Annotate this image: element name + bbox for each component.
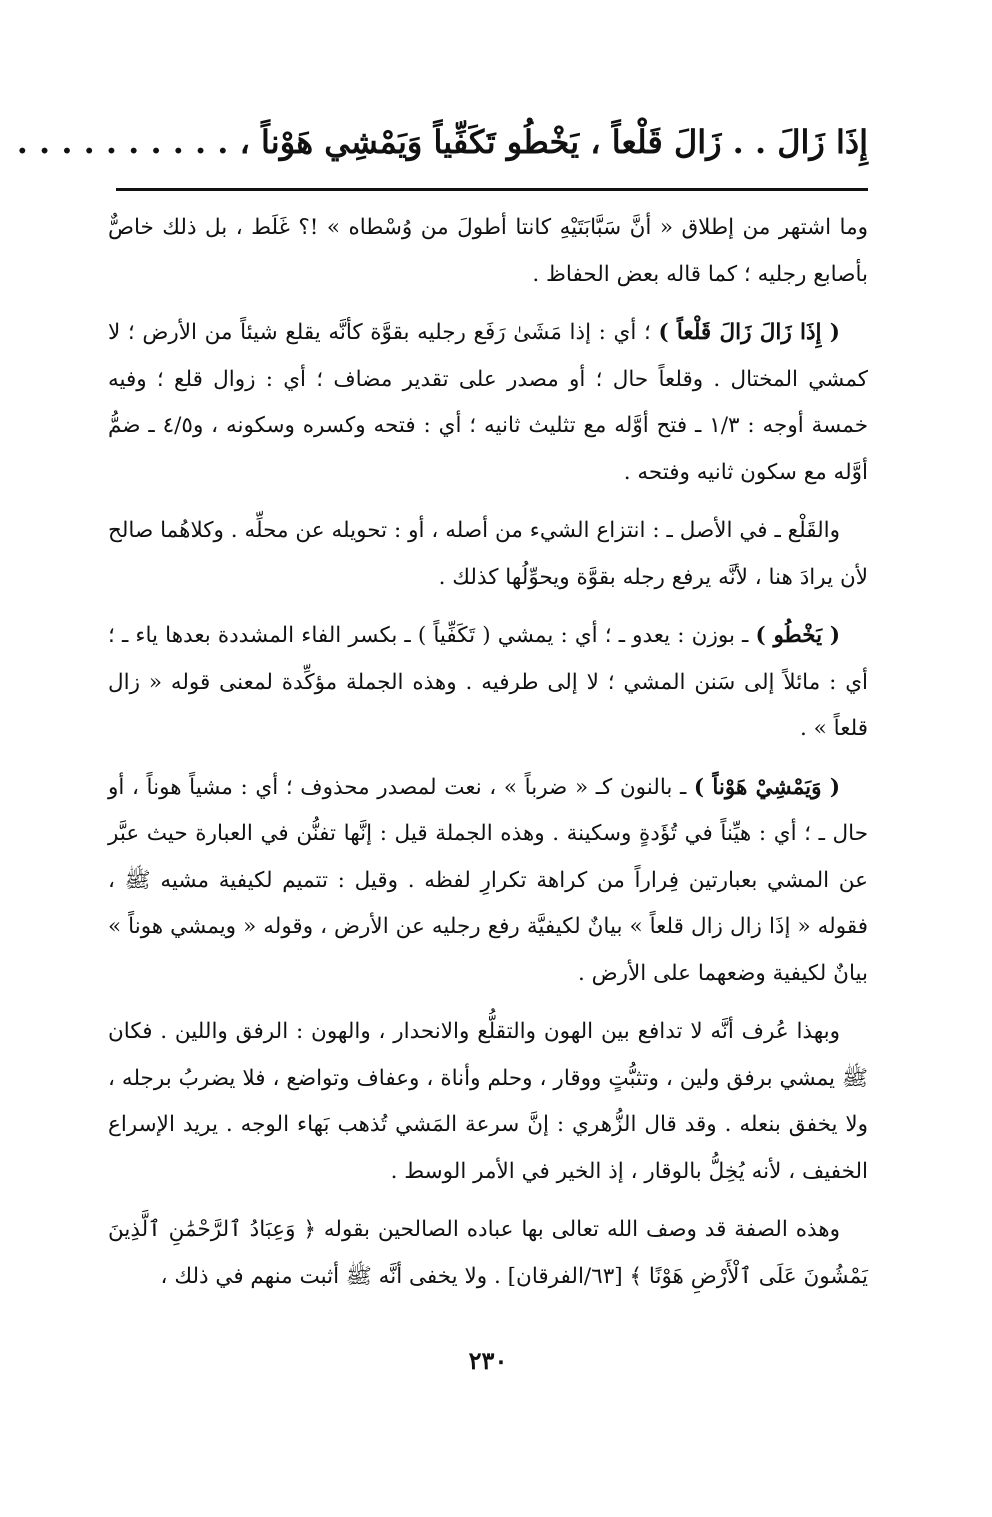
paragraph-text: ـ بوزن : يعدو ـ ؛ أي : يمشي ( تَكَفِّياً ) ـ بكسر الفاء المشددة بعدها ياء ـ ؛ أي : مائلاً إلى سَنن المشي ؛ لا إلى طرفيه . وهذه الجملة مؤكِّدة لمعنى قوله « زال قلعاً » . [108, 623, 868, 741]
page-number: ٢٣٠ [468, 1346, 508, 1375]
commentary-text [108, 205, 868, 1312]
paragraph [108, 1207, 868, 1300]
header-divider [116, 188, 868, 191]
paragraph-text: والقَلْع ـ في الأصل ـ : انتزاع الشيء من أصله ، أو : تحويله عن محلِّه . وكلاهُما صالح لأن يرادَ هنا ، لأنَّه يرفع رجله بقوَّة ويحوِّلُها كذلك . [108, 518, 868, 590]
paragraph [108, 765, 868, 998]
paragraph [108, 613, 868, 753]
paragraph-text: ـ بالنون كـ « ضرباً » ، نعت لمصدر محذوف ؛ أي : مشياً هوناً ، أو حال ـ ؛ أي : هيِّناً في تُؤَدةٍ وسكينة . وهذه الجملة قيل : إنَّها تفنُّن في العبارة حيث عبَّر عن المشي بعبارتين فِراراً من كراهة تكرارِ لفظه . وقيل : تتميم لكيفية مشيه ﷺ ، فقوله « إذَا زال زال قلعاً » بيانٌ لكيفيَّة رفع رجليه عن الأرض ، وقوله « ويمشي هوناً » بيانٌ لكيفية وضعهما على الأرض . [108, 774, 868, 986]
paragraph [108, 1009, 868, 1195]
paragraph [108, 310, 868, 496]
paragraph-lead: ( يَخْطُو ) [755, 623, 841, 648]
paragraph-lead: ( إِذَا زَالَ زَالَ قَلْعاً ) [658, 320, 840, 345]
paragraph-lead: ( وَيَمْشِيْ هَوْناً ) [693, 774, 840, 800]
book-page [16, 0, 868, 1517]
page-header: إِذَا زَالَ . . زَالَ قَلْعاً ، يَخْطُو تَكَفِّياً وَيَمْشِي هَوْناً ، . . . . . . . . . . [16, 123, 868, 161]
paragraph-text: وبهذا عُرف أنَّه لا تدافع بين الهون والتقلُّع والانحدار ، والهون : الرفق واللين . فكان ﷺ يمشي برفق ولين ، وتثبُّتٍ ووقار ، وحلم وأناة ، وعفاف وتواضع ، فلا يضربُ برجله ، ولا يخفق بنعله . وقد قال الزُّهري : إنَّ سرعة المَشي تُذهب بَهاء الوجه . يريد الإسراع الخفيف ، لأنه يُخِلُّ بالوقار ، إذ الخير في الأمر الوسط . [108, 1019, 868, 1184]
paragraph [108, 205, 868, 298]
paragraph-text: وهذه الصفة قد وصف الله تعالى بها عباده الصالحين بقوله ﴿ وَعِبَادُ ٱلرَّحْمَٰنِ ٱلَّذِينَ يَمْشُونَ عَلَى ٱلْأَرْضِ هَوْنًا ﴾ [٦٣/الفرقان] . ولا يخفى أنَّه ﷺ أثبت منهم في ذلك ، [108, 1217, 868, 1289]
paragraph-text: ؛ أي : إذا مَشَىٰ رَفَع رجليه بقوَّة كأنَّه يقلع شيئاً من الأرض ؛ لا كمشي المختال . وقلعاً حال ؛ أو مصدر على تقدير مضاف ؛ أي : زوال قلع ؛ وفيه خمسة أوجه : ١/٣ ـ فتح أوَّله مع تثليث ثانيه ؛ أي : فتحه وكسره وسكونه ، و٤/٥ ـ ضمُّ أوَّله مع سكون ثانيه وفتحه . [108, 320, 868, 485]
paragraph [108, 508, 868, 601]
paragraph-text: وما اشتهر من إطلاق « أنَّ سَبَّابَتَيْهِ كانتا أطولَ من وُسْطاه » !؟ غَلَط ، بل ذلك خاصٌّ بأصابع رجليه ؛ كما قاله بعض الحفاظ . [108, 215, 868, 287]
